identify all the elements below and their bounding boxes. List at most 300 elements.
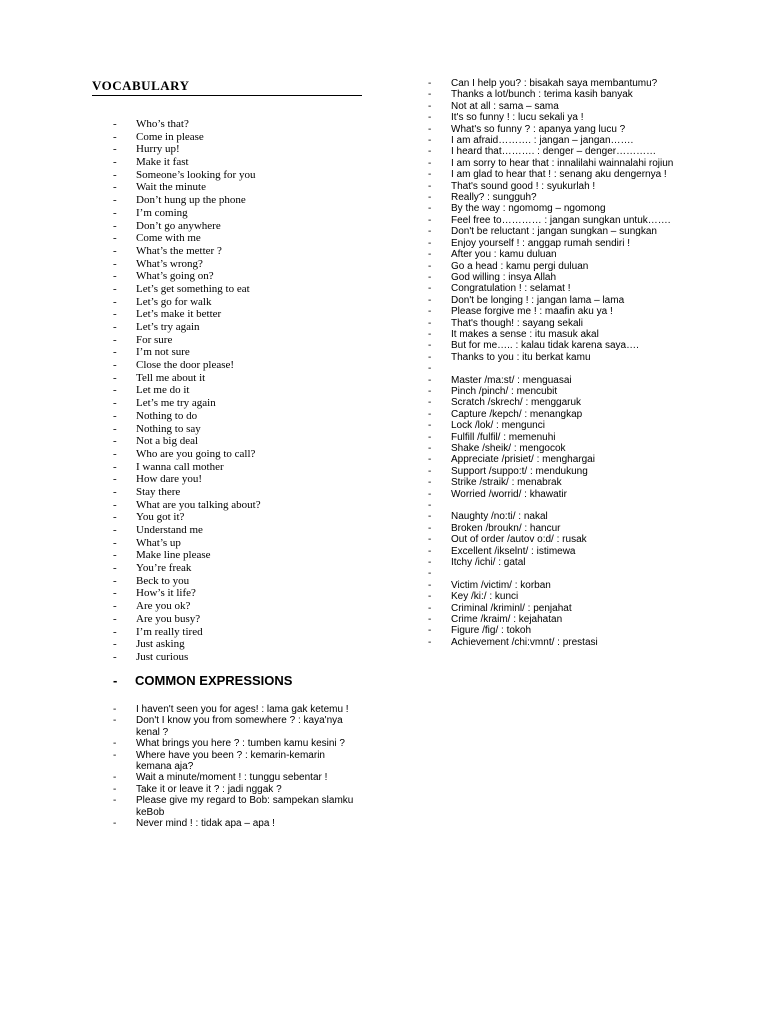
list-bullet: - [428, 636, 432, 648]
list-bullet: - [428, 351, 432, 363]
expression-item-text: Excellent /ikselnt/ : istimewa [451, 545, 576, 557]
expression-item-text: What's so funny ? : apanya yang lucu ? [451, 123, 626, 135]
list-item [428, 375, 676, 386]
list-bullet: - [428, 283, 432, 295]
list-item [113, 818, 363, 829]
list-item [113, 384, 373, 397]
list-bullet: - [113, 321, 117, 333]
list-item [428, 295, 676, 306]
list-bullet: - [428, 625, 432, 637]
vocabulary-item-text: Don’t go anywhere [136, 219, 221, 232]
list-bullet: - [113, 168, 117, 181]
expression-item-text: Capture /kepch/ : menangkap [451, 408, 583, 420]
list-item [428, 226, 676, 237]
list-bullet: - [428, 568, 432, 580]
list-bullet: - [428, 522, 432, 534]
list-bullet: - [428, 374, 432, 386]
list-bullet: - [113, 219, 117, 232]
expression-item-text: Support /suppo:t/ : mendukung [451, 465, 588, 477]
list-bullet: - [428, 591, 432, 603]
list-bullet: - [113, 181, 117, 194]
vocabulary-item-text: I’m really tired [136, 625, 203, 638]
list-bullet: - [428, 317, 432, 329]
list-item [113, 321, 373, 334]
list-bullet: - [428, 397, 432, 409]
list-item [428, 318, 676, 329]
list-bullet: - [113, 536, 117, 549]
list-bullet: - [113, 715, 117, 727]
vocabulary-item-text: You’re freak [136, 562, 192, 575]
list-item [113, 296, 373, 309]
expression-item-text: Crime /kraim/ : kejahatan [451, 614, 563, 626]
expression-item-text: Thanks to you : itu berkat kamu [451, 351, 591, 363]
expression-item-text: Out of order /autov o:d/ : rusak [451, 534, 587, 546]
list-item [428, 203, 676, 214]
list-bullet: - [113, 473, 117, 486]
list-bullet: - [113, 524, 117, 536]
list-bullet: - [428, 477, 432, 489]
list-bullet: - [113, 130, 117, 143]
list-bullet: - [113, 295, 117, 308]
list-item [113, 270, 373, 283]
expression-item-text: Scratch /skrech/ : menggaruk [451, 397, 582, 409]
list-bullet: - [113, 384, 117, 397]
expression-item-text: Lock /lok/ : mengunci [451, 420, 545, 432]
expression-item-text: Fulfill /fulfil/ : memenuhi [451, 431, 556, 443]
expression-item-text: Don't be reluctant : jangan sungkan – sungkan [451, 226, 657, 238]
vocabulary-item-text: Just asking [136, 638, 185, 651]
expression-item-text: God willing : insya Allah [451, 271, 557, 283]
list-bullet: - [113, 194, 117, 207]
list-bullet: - [428, 431, 432, 443]
list-bullet: - [428, 602, 432, 614]
list-bullet: - [428, 408, 432, 420]
list-item [428, 249, 676, 260]
vocabulary-item-text: Beck to you [136, 574, 190, 587]
expression-item-text: Take it or leave it ? : jadi nggak ? [136, 783, 282, 795]
list-item [428, 489, 676, 500]
list-item [113, 194, 373, 207]
list-item [113, 207, 373, 220]
list-bullet: - [113, 795, 117, 807]
expression-item-text: Appreciate /prisiet/ : menghargai [451, 454, 595, 466]
list-item [113, 524, 373, 537]
list-bullet: - [113, 232, 117, 245]
list-item [428, 625, 676, 636]
expression-item-text: Achievement /chi:vmnt/ : prestasi [451, 636, 598, 648]
list-item [113, 334, 373, 347]
list-bullet: - [428, 511, 432, 523]
list-bullet: - [428, 363, 432, 375]
list-item [113, 423, 373, 436]
list-item [113, 600, 373, 613]
list-item [428, 466, 676, 477]
list-item [113, 308, 373, 321]
list-item [428, 124, 676, 135]
expression-item-text: By the way : ngomomg – ngomong [451, 203, 606, 215]
list-item [113, 511, 373, 524]
list-bullet: - [428, 306, 432, 318]
expression-item-text: Key /ki:/ : kunci [451, 591, 519, 603]
list-item [113, 537, 373, 550]
expression-item-text: Congratulation ! : selamat ! [451, 283, 571, 295]
list-bullet: - [428, 260, 432, 272]
list-bullet: - [113, 783, 117, 795]
list-item [113, 486, 373, 499]
list-item [113, 181, 373, 194]
list-bullet: - [113, 612, 117, 625]
list-item [113, 397, 373, 410]
vocabulary-item-text: Who’s that? [136, 118, 189, 130]
list-item [113, 738, 363, 749]
list-item [113, 772, 363, 783]
expression-item-text: I am afraid………. : jangan – jangan……. [451, 135, 634, 147]
list-item [113, 587, 373, 600]
list-item [113, 448, 373, 461]
vocabulary-list [113, 118, 373, 664]
expression-item-text: After you : kamu duluan [451, 249, 557, 261]
list-bullet: - [113, 409, 117, 422]
list-bullet: - [113, 498, 117, 511]
expression-item-text: Never mind ! : tidak apa – apa ! [136, 818, 275, 830]
list-bullet: - [113, 333, 117, 346]
vocabulary-item-text: Let’s me try again [136, 397, 216, 410]
list-item [113, 499, 373, 512]
list-item [428, 340, 676, 351]
list-item [113, 410, 373, 423]
list-item [428, 557, 676, 568]
list-item [113, 562, 373, 575]
list-bullet: - [113, 244, 117, 257]
list-item [428, 511, 676, 522]
list-bullet: - [113, 625, 117, 638]
list-bullet: - [113, 435, 117, 448]
expression-item-text: I am glad to hear that ! : senang aku dengernya ! [451, 169, 667, 181]
list-item [113, 435, 373, 448]
list-bullet: - [113, 118, 117, 130]
list-item [428, 432, 676, 443]
list-bullet: - [428, 100, 432, 112]
list-item [428, 500, 676, 511]
list-bullet: - [113, 371, 117, 384]
expression-item-text: Criminal /kriminl/ : penjahat [451, 602, 572, 614]
list-bullet: - [113, 562, 117, 575]
list-bullet: - [113, 574, 117, 587]
common-expressions-list [113, 704, 363, 829]
expression-item-text: Thanks a lot/bunch : terima kasih banyak [451, 89, 633, 101]
expression-item-text: Not at all : sama – sama [451, 100, 559, 112]
list-item [113, 372, 373, 385]
list-bullet: - [113, 397, 117, 410]
list-bullet: - [428, 123, 432, 135]
list-bullet: - [113, 308, 117, 321]
list-bullet: - [428, 203, 432, 215]
vocabulary-item-text: How dare you! [136, 473, 202, 486]
vocabulary-item-text: Don’t hung up the phone [136, 194, 246, 207]
list-item [113, 118, 373, 131]
list-item [428, 329, 676, 340]
expression-item-text: Itchy /ichi/ : gatal [451, 557, 526, 569]
vocabulary-item-text: Nothing to do [136, 409, 198, 422]
list-bullet: - [113, 485, 117, 498]
list-bullet: - [113, 282, 117, 295]
list-bullet: - [113, 818, 117, 830]
list-item [113, 575, 373, 588]
expression-item-text: Shake /sheik/ : mengocok [451, 442, 566, 454]
vocabulary-item-text: What are you talking about? [136, 498, 261, 511]
list-item [113, 549, 373, 562]
list-item [428, 454, 676, 465]
vocabulary-item-text: You got it? [136, 511, 185, 524]
list-bullet: - [428, 214, 432, 226]
list-item [428, 158, 676, 169]
expression-item-text: Please give my regard to Bob: sampekan slamku keBob [136, 795, 354, 818]
expression-item-text: Pinch /pinch/ : mencubit [451, 385, 558, 397]
list-item [113, 638, 373, 651]
list-item [113, 143, 373, 156]
list-bullet: - [428, 545, 432, 557]
expression-item-text: Victim /victim/ : korban [451, 579, 551, 591]
expression-item-text: I haven't seen you for ages! : lama gak ketemu ! [136, 704, 349, 715]
vocabulary-item-text: Tell me about it [136, 371, 206, 384]
list-item [428, 409, 676, 420]
list-bullet: - [428, 454, 432, 466]
list-bullet: - [113, 600, 117, 613]
list-item [428, 101, 676, 112]
list-bullet: - [428, 294, 432, 306]
list-item [428, 386, 676, 397]
vocabulary-item-text: Are you ok? [136, 600, 191, 613]
vocabulary-item-text: For sure [136, 333, 173, 346]
expression-item-text: Strike /straik/ : menabrak [451, 477, 562, 489]
list-bullet: - [113, 346, 117, 359]
vocabulary-item-text: Someone’s looking for you [136, 168, 256, 181]
list-bullet: - [428, 534, 432, 546]
list-item [113, 220, 373, 233]
expression-item-text: Feel free to………… : jangan sungkan untuk……. [451, 214, 671, 226]
vocabulary-item-text: Make line please [136, 549, 211, 562]
list-bullet: - [113, 511, 117, 524]
list-item [428, 477, 676, 488]
expression-item-text: Enjoy yourself ! : anggap rumah sendiri ! [451, 237, 630, 249]
vocabulary-item-text: Let’s get something to eat [136, 282, 250, 295]
list-item [113, 169, 373, 182]
list-item [428, 181, 676, 192]
vocabulary-item-text: What’s wrong? [136, 257, 203, 270]
list-bullet: - [428, 180, 432, 192]
vocabulary-item-text: Understand me [136, 524, 203, 536]
list-item [428, 283, 676, 294]
vocabulary-item-text: Who are you going to call? [136, 447, 256, 460]
common-expressions-title: COMMON EXPRESSIONS [135, 673, 293, 688]
list-bullet: - [428, 271, 432, 283]
vocabulary-item-text: I’m coming [136, 206, 188, 219]
list-item [428, 546, 676, 557]
list-bullet: - [113, 270, 117, 283]
list-item [428, 272, 676, 283]
list-bullet: - [113, 587, 117, 600]
expression-item-text: That's sound good ! : syukurlah ! [451, 180, 596, 192]
expression-item-text: Really? : sungguh? [451, 192, 537, 204]
list-item [113, 258, 373, 271]
list-item [113, 750, 363, 773]
list-bullet: - [428, 237, 432, 249]
vocabulary-item-text: Let’s go for walk [136, 295, 212, 308]
vocabulary-item-text: Let’s make it better [136, 308, 222, 321]
list-item [428, 591, 676, 602]
vocabulary-item-text: Hurry up! [136, 143, 180, 156]
list-bullet: - [113, 738, 117, 750]
expression-item-text: I am sorry to hear that : innalilahi wainnalahi rojiun [451, 157, 674, 169]
list-item [113, 626, 373, 639]
list-item [428, 169, 676, 180]
list-item [428, 534, 676, 545]
list-bullet: - [428, 557, 432, 569]
vocabulary-item-text: Let’s try again [136, 321, 200, 333]
list-bullet: - [113, 359, 117, 372]
expression-item-text: Master /ma:st/ : menguasai [451, 374, 572, 386]
list-bullet: - [113, 156, 117, 169]
list-item [113, 156, 373, 169]
expression-item-text: Where have you been ? : kemarin-kemarin kemana aja? [136, 749, 325, 773]
vocabulary-item-text: Let me do it [136, 384, 190, 397]
list-item [428, 568, 676, 579]
vocabulary-item-text: What’s up [136, 536, 181, 549]
list-bullet: - [428, 192, 432, 204]
list-bullet: - [428, 340, 432, 352]
expression-item-text: What brings you here ? : tumben kamu kesini ? [136, 738, 345, 750]
list-item [428, 443, 676, 454]
list-item [428, 215, 676, 226]
list-item [113, 651, 373, 664]
list-bullet: - [428, 385, 432, 397]
vocabulary-item-text: Wait the minute [136, 181, 206, 194]
right-column-list [428, 78, 676, 648]
expression-item-text: I heard that………. : denger – denger………… [451, 146, 657, 158]
list-item [428, 603, 676, 614]
vocabulary-item-text: Close the door please! [136, 359, 235, 372]
list-bullet: - [428, 249, 432, 261]
expression-item-text: It makes a sense : itu masuk akal [451, 328, 599, 340]
list-item [428, 192, 676, 203]
list-item [113, 346, 373, 359]
list-item [428, 637, 676, 648]
vocabulary-item-text: Make it fast [136, 156, 189, 169]
list-item [428, 89, 676, 100]
expression-item-text: Naughty /no:ti/ : nakal [451, 511, 548, 523]
list-bullet: - [428, 78, 432, 89]
list-item [113, 131, 373, 144]
list-bullet: - [113, 673, 118, 688]
list-item [113, 795, 363, 818]
list-bullet: - [113, 704, 117, 715]
list-item [113, 715, 363, 738]
list-item [428, 306, 676, 317]
list-bullet: - [428, 328, 432, 340]
vocabulary-item-text: Just curious [136, 650, 189, 663]
list-bullet: - [428, 442, 432, 454]
list-bullet: - [113, 447, 117, 460]
list-bullet: - [113, 143, 117, 156]
list-bullet: - [428, 579, 432, 591]
list-item [113, 473, 373, 486]
list-item [428, 238, 676, 249]
list-bullet: - [113, 549, 117, 562]
list-item [113, 704, 363, 715]
list-item [113, 245, 373, 258]
expression-item-text: Figure /fig/ : tokoh [451, 625, 532, 637]
vocabulary-item-text: Come with me [136, 232, 201, 245]
list-item [428, 261, 676, 272]
list-item [428, 78, 676, 89]
list-item [428, 580, 676, 591]
list-item [428, 146, 676, 157]
list-item [428, 135, 676, 146]
expression-item-text: Don't be longing ! : jangan lama – lama [451, 294, 625, 306]
list-item [113, 784, 363, 795]
vocabulary-item-text: How’s it life? [136, 587, 196, 600]
expression-item-text: Don't I know you from somewhere ? : kaya'nya kenal ? [136, 715, 343, 738]
expression-item-text: Please forgive me ! : maafin aku ya ! [451, 306, 613, 318]
list-bullet: - [113, 772, 117, 784]
expression-item-text: Wait a minute/moment ! : tunggu sebentar ! [136, 772, 328, 784]
list-bullet: - [428, 420, 432, 432]
vocabulary-item-text: Come in please [136, 130, 204, 143]
list-item [428, 112, 676, 123]
list-bullet: - [428, 157, 432, 169]
expression-item-text: But for me….. : kalau tidak karena saya…. [451, 340, 639, 352]
list-bullet: - [428, 146, 432, 158]
list-item [113, 461, 373, 474]
list-item [428, 420, 676, 431]
list-bullet: - [428, 89, 432, 101]
vocabulary-item-text: I’m not sure [136, 346, 190, 359]
list-bullet: - [428, 488, 432, 500]
list-item [113, 359, 373, 372]
list-item [428, 363, 676, 374]
list-item [428, 352, 676, 363]
list-bullet: - [113, 460, 117, 473]
expression-item-text: Worried /worrid/ : khawatir [451, 488, 567, 500]
list-bullet: - [428, 500, 432, 512]
expression-item-text: Go a head : kamu pergi duluan [451, 260, 589, 272]
vocabulary-item-text: Are you busy? [136, 612, 201, 625]
list-bullet: - [428, 135, 432, 147]
list-item [113, 613, 373, 626]
vocabulary-item-text: What’s the metter ? [136, 244, 222, 257]
list-item [428, 523, 676, 534]
list-bullet: - [113, 638, 117, 651]
expression-item-text: Broken /broukn/ : hancur [451, 522, 561, 534]
list-item [428, 397, 676, 408]
vocabulary-item-text: Nothing to say [136, 422, 201, 435]
vocabulary-item-text: Stay there [136, 485, 181, 498]
list-bullet: - [428, 169, 432, 181]
vocabulary-item-text: What’s going on? [136, 270, 214, 283]
list-bullet: - [113, 206, 117, 219]
list-item [428, 614, 676, 625]
list-bullet: - [428, 465, 432, 477]
list-bullet: - [428, 226, 432, 238]
vocabulary-item-text: I wanna call mother [136, 460, 224, 473]
list-item [113, 232, 373, 245]
vocabulary-item-text: Not a big deal [136, 435, 199, 448]
list-bullet: - [428, 614, 432, 626]
list-bullet: - [113, 650, 117, 663]
list-bullet: - [113, 257, 117, 270]
list-item [113, 283, 373, 296]
vocabulary-heading: VOCABULARY [92, 78, 362, 96]
